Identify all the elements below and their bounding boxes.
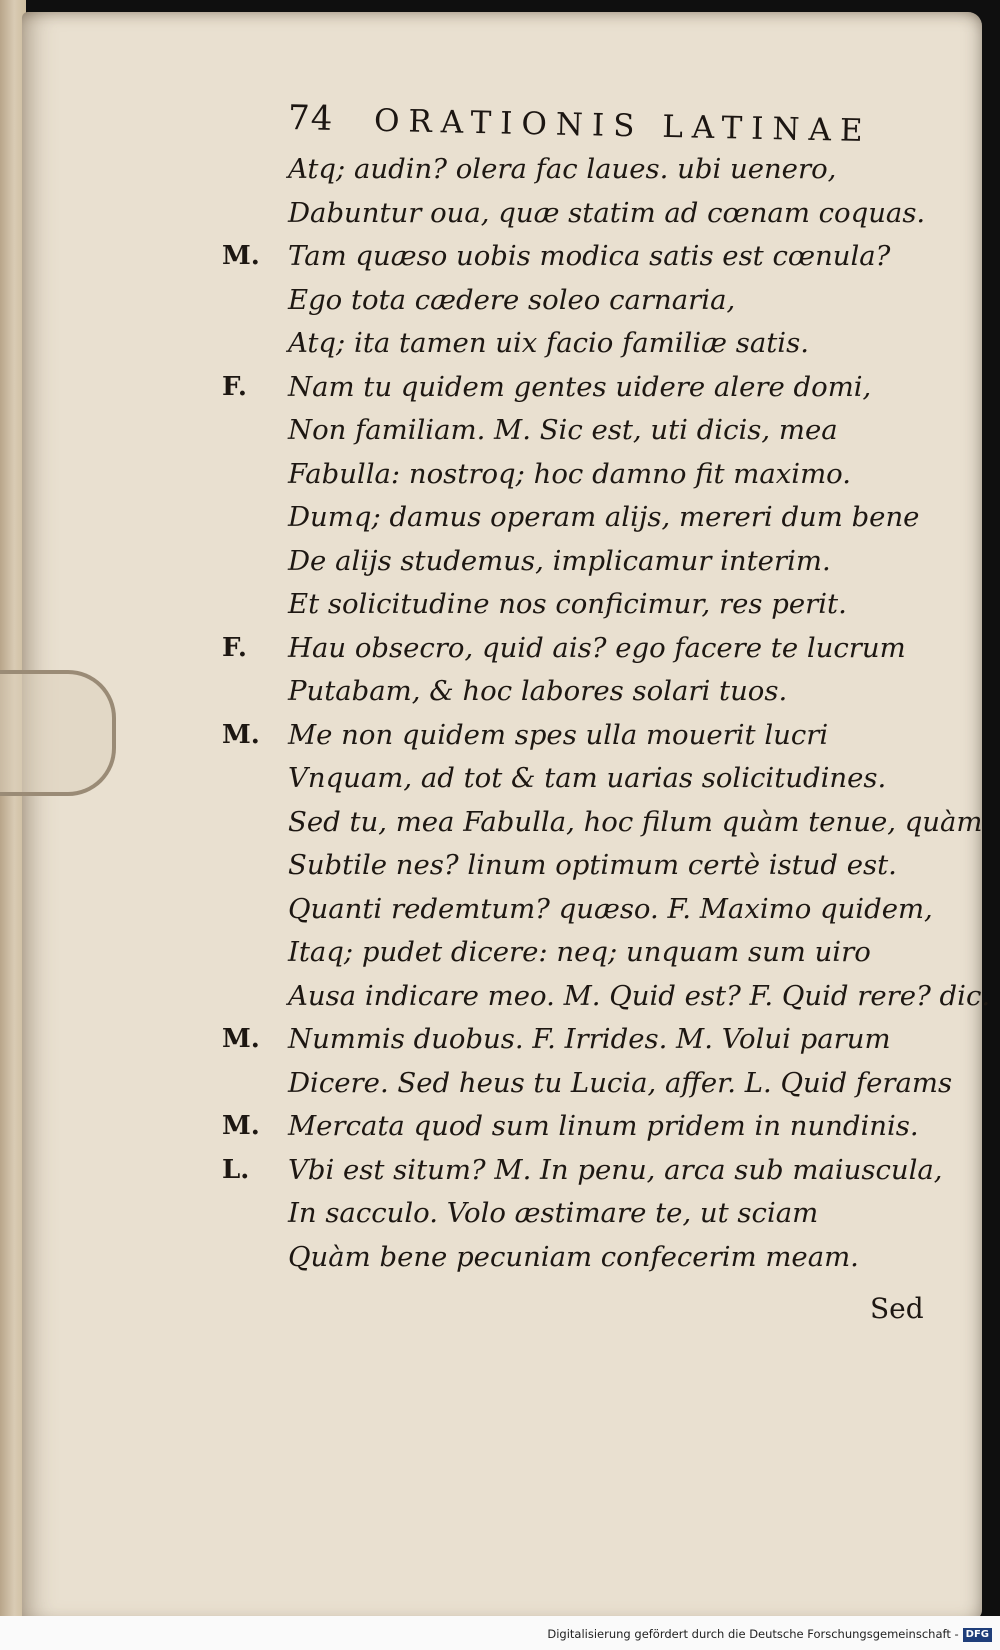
verse-text: Hau obsecro, quid ais? ego facere te lucrum [288,631,906,664]
page-number: 74 [287,98,334,139]
verse-text: Fabulla: nostroq; hoc damno fit maximo. [288,457,851,490]
verse-line [222,453,922,497]
verse-text-block [222,148,991,1279]
verse-line [222,888,933,932]
verse-line [222,409,922,453]
verse-line [222,1149,943,1193]
verse-text: Me non quidem spes ulla mouerit lucri [288,718,829,751]
dfg-logo: DFG [963,1628,992,1642]
verse-line [222,192,926,236]
verse-text: Nummis duobus. F. Irrides. M. Volui parum [288,1023,891,1055]
verse-text: Et solicitudine nos conficimur, res perit. [288,588,847,620]
speaker-label: M. [222,719,260,750]
verse-text: Dabuntur oua, quæ statim ad cœnam coquas. [288,196,926,229]
verse-line [222,931,922,975]
verse-text: Vbi est situm? M. In penu, arca sub maiuscula, [288,1153,943,1186]
credit-text: Digitalisierung gefördert durch die Deutsche Forschungsgemeinschaft - [547,1627,959,1641]
verse-line [222,235,922,279]
verse-line [222,1236,922,1280]
verse-text: De alijs studemus, implicamur interim. [288,544,831,577]
verse-text: Atq; audin? olera fac laues. ubi uenero, [288,153,837,185]
verse-text: Mercata quod sum linum pridem in nundinis. [288,1110,919,1142]
speaker-label: L. [222,1154,250,1185]
speaker-label: M. [222,241,260,271]
speaker-label: F. [222,632,247,663]
verse-text: Quanti redemtum? quæso. F. Maximo quidem, [288,892,933,925]
speaker-label: M. [222,1111,260,1141]
verse-line [222,670,922,714]
verse-text: Putabam, & hoc labores solari tuos. [288,675,788,707]
verse-line [222,279,922,323]
verse-text: Vnquam, ad tot & tam uarias solicitudines. [288,762,887,794]
verse-text: Nam tu quidem gentes uidere alere domi, [288,370,872,403]
verse-text: Non familiam. M. Sic est, uti dicis, mea [288,414,838,446]
verse-text: Quàm bene pecuniam confecerim meam. [288,1240,859,1273]
verse-text: Ego tota cædere soleo carnaria, [288,283,736,316]
verse-line [222,975,991,1019]
verse-text: Tam quæso uobis modica satis est cœnula? [288,240,891,272]
verse-text: Ausa indicare meo. M. Quid est? F. Quid rere? dic. [288,979,991,1012]
verse-text: Subtile nes? linum optimum certè istud est. [288,849,897,881]
verse-text: Atq; ita tamen uix facio familiæ satis. [288,327,809,359]
verse-line [222,627,922,671]
verse-line [222,757,922,801]
verse-line [222,844,922,888]
verse-line [222,496,922,540]
speaker-label: F. [222,371,247,402]
verse-line [222,1105,922,1149]
verse-text: Dumq; damus operam alijs, mereri dum bene [288,501,920,533]
verse-line [222,1192,922,1236]
verse-text: Itaq; pudet dicere: neq; unquam sum uiro [288,936,871,968]
verse-line [222,322,922,366]
verse-line [222,148,922,192]
catchword: Sed [870,1292,924,1325]
running-title: ORATIONIS LATINAE [373,102,872,150]
verse-line [222,540,922,584]
speaker-label: M. [222,1024,260,1054]
verse-text: Sed tu, mea Fabulla, hoc filum quàm tenue, quàm [288,805,983,838]
verse-line [222,366,922,410]
verse-line [222,1018,922,1062]
verse-line [222,714,922,758]
digitization-credit [547,1627,992,1642]
verse-text: In sacculo. Volo æstimare te, ut sciam [288,1197,819,1229]
verse-text: Dicere. Sed heus tu Lucia, affer. L. Quid ferams [288,1066,953,1099]
verse-line [222,583,922,627]
page-clip-tab [0,670,116,796]
verse-line [222,1062,953,1106]
verse-line [222,801,983,845]
